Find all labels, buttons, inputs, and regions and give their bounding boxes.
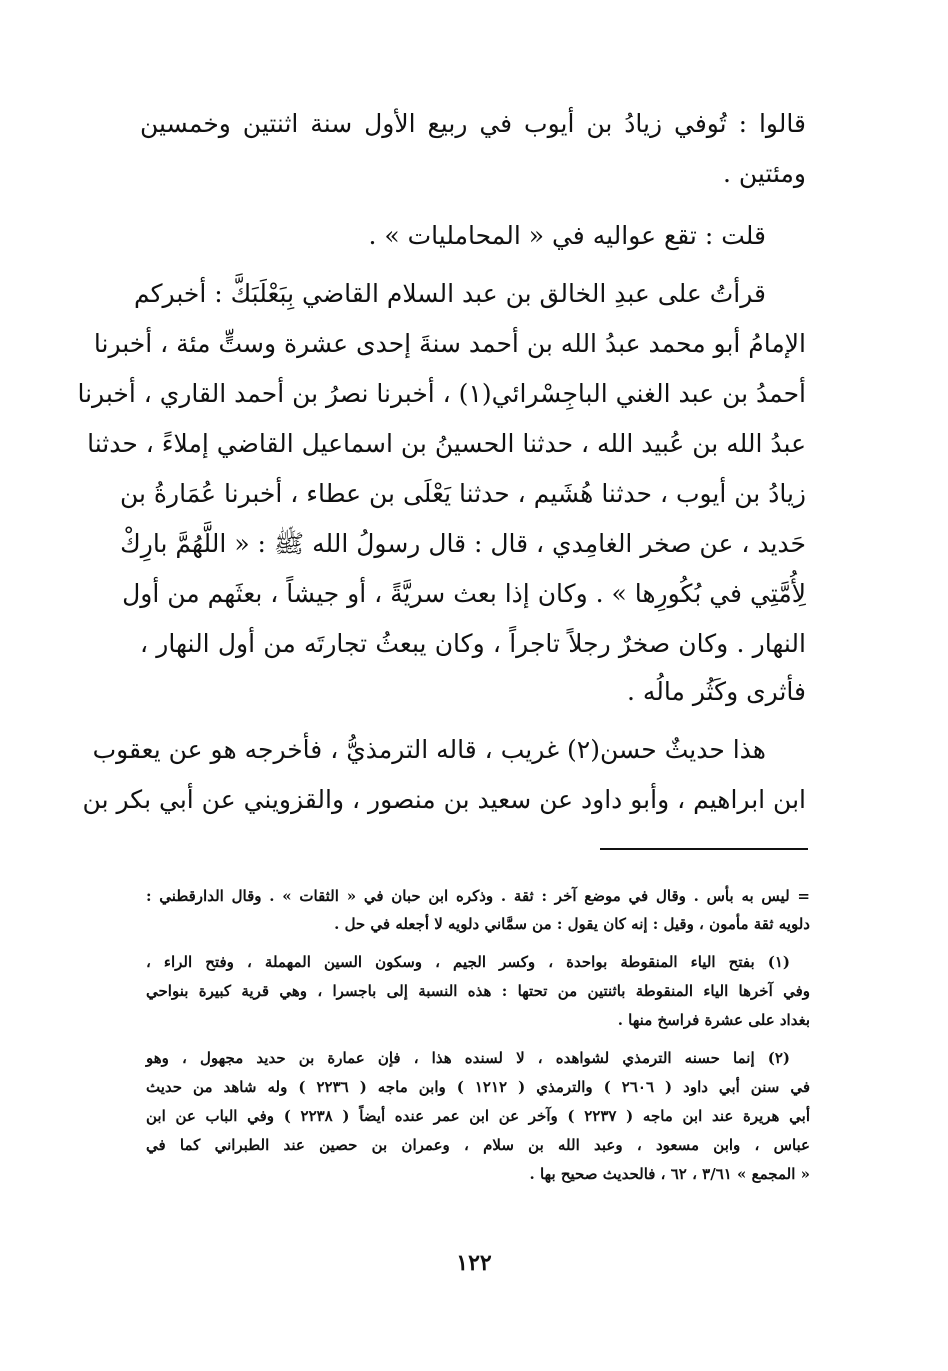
body-line: عبدُ الله بن عُبيد الله ، حدثنا الحسينُ بن اسماعيل القاضي إملاءً ، حدثنا bbox=[87, 429, 806, 458]
body-line: زيادُ بن أيوب ، حدثنا هُشَيم ، حدثنا يَعْلَى بن عطاء ، أخبرنا عُمَارةُ بن bbox=[119, 479, 806, 508]
footnote-line: أبي هريرة عند ابن ماجه ( ٢٢٣٧ ) وآخر عن ابن عمر عنده أيضاً ( ٢٢٣٨ ) وفي الباب عن ابن bbox=[146, 1107, 810, 1125]
body-line: هذا حديثٌ حسن(٢) غريب ، قاله الترمذيُّ ، فأخرجه هو عن يعقوب bbox=[92, 735, 766, 764]
body-line: حَديد ، عن صخر الغامِدي ، قال : قال رسولُ الله ﷺ : « اللَّهُمَّ بارِكْ bbox=[120, 529, 806, 558]
body-line: النهار . وكان صخرٌ رجلاً تاجراً ، وكان يبعثُ تجارتَه من أول النهار ، bbox=[140, 629, 806, 658]
footnote-line: دلويه ثقة مأمون ، وقيل : إنه كان يقول : من سمَّاني دلويه لا أجعله في حل . bbox=[334, 915, 810, 933]
body-line: الإمامُ أبو محمد عبدُ الله بن أحمد سنةَ إحدى عشرة وستٍّ مئة ، أخبرنا bbox=[93, 329, 806, 358]
body-line: فأثرى وكَثُر مالُه . bbox=[626, 677, 806, 706]
footnote-line: = ليس به بأس . وقال في موضع آخر : ثقة . وذكره ابن حبان في « الثقات » . وقال الدارقطني : bbox=[146, 887, 810, 905]
body-line: قرأتُ على عبدِ الخالق بن عبد السلام القاضي بِبَعْلَبَكَّ : أخبركم bbox=[134, 279, 766, 308]
body-line: قلت : تقع عواليه في « المحامليات » . bbox=[368, 221, 766, 250]
footnote-separator bbox=[600, 848, 808, 850]
footnote-line: وفي آخرها الياء المنقوطة باثنتين من تحتها : هذه النسبة إلى باجسرا ، وهي قرية كبيرة بنواحي bbox=[146, 982, 810, 1000]
footnote-line: عباس ، وابن مسعود ، وعبد الله بن سلام ، وعمران بن حصين عند الطبراني كما في bbox=[146, 1136, 810, 1154]
body-line: ومئتين . bbox=[722, 159, 806, 188]
body-line: لِأُمَّتِي في بُكُورِها » . وكان إذا بعث سريَّةً ، أو جيشاً ، بعثَهم من أول bbox=[122, 579, 806, 608]
footnote-line: (١) بفتح الياء المنقوطة بواحدة ، وكسر الجيم ، وسكون السين المهملة ، وفتح الراء ، bbox=[146, 953, 790, 971]
page-number: ١٢٢ bbox=[456, 1250, 492, 1276]
body-line: قالوا : تُوفي زيادُ بن أيوب في ربيع الأول سنة اثنتين وخمسين bbox=[140, 109, 806, 138]
footnote-line: في سنن أبي داود ( ٢٦٠٦ ) والترمذي ( ١٢١٢ ) وابن ماجه ( ٢٢٣٦ ) وله شاهد من حديث bbox=[146, 1078, 810, 1096]
footnote-line: « المجمع » ٣/٦١ ، ٦٢ ، فالحديث صحيح بها . bbox=[529, 1165, 810, 1183]
footnote-line: (٢) إنما حسنه الترمذي لشواهده ، لا لسنده هذا ، فإن عمارة بن حديد مجهول ، وهو bbox=[146, 1049, 790, 1067]
body-line: أحمدُ بن عبد الغني الباجِسْرائي(١) ، أخبرنا نصرُ بن أحمد القاري ، أخبرنا bbox=[77, 379, 806, 408]
body-line: ابن ابراهيم ، وأبو داود عن سعيد بن منصور ، والقزويني عن أبي بكر بن bbox=[82, 785, 806, 814]
footnote-line: بغداد على عشرة فراسخ منها . bbox=[617, 1011, 810, 1029]
